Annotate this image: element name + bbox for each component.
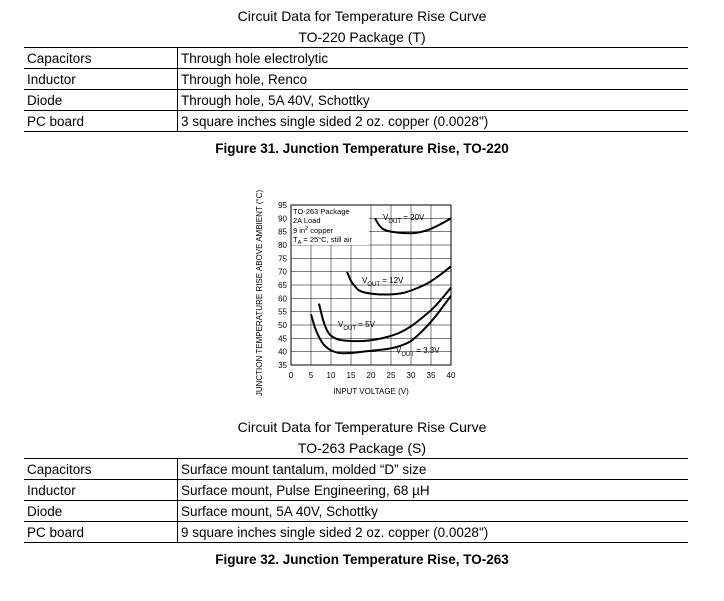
- y-tick-label: 70: [278, 267, 287, 277]
- row-value: 3 square inches single sided 2 oz. copper (0.0028"): [178, 111, 689, 132]
- row-value: Through hole, 5A 40V, Schottky: [178, 90, 689, 111]
- row-label: Inductor: [24, 69, 178, 90]
- y-tick-label: 80: [278, 241, 287, 250]
- row-value: Surface mount, 5A 40V, Schottky: [178, 501, 689, 522]
- table-1-title: Circuit Data for Temperature Rise Curve: [237, 8, 487, 24]
- table-row: [24, 480, 688, 501]
- x-tick-label: 30: [406, 371, 416, 380]
- table-2-subtitle: TO-263 Package (S): [297, 440, 427, 456]
- x-tick-label: 5: [308, 371, 314, 380]
- x-axis-label: INPUT VOLTAGE (V): [333, 387, 409, 396]
- x-tick-label: 20: [366, 371, 376, 380]
- row-value: Surface mount, Pulse Engineering, 68 µH: [178, 480, 689, 501]
- annotation-line: TO-263 Package: [293, 207, 350, 216]
- y-tick-label: 60: [278, 294, 287, 304]
- row-label: Inductor: [24, 480, 178, 501]
- circuit-data-table-2: [24, 458, 688, 543]
- y-tick-label: 55: [278, 307, 287, 317]
- y-tick-label: 40: [278, 347, 287, 357]
- table-row: [24, 90, 688, 111]
- row-label: Diode: [24, 90, 178, 111]
- y-tick-label: 85: [278, 227, 287, 237]
- row-label: Diode: [24, 501, 178, 522]
- series-label-2: $V_{OUT} = 5V$: [338, 320, 375, 332]
- table-1-subtitle: TO-220 Package (T): [298, 29, 426, 45]
- row-label: PC board: [24, 522, 178, 543]
- table-row: [24, 48, 688, 69]
- annotation-line: 9 $in^2$ copper: [293, 226, 334, 235]
- y-tick-label: 95: [278, 201, 287, 210]
- y-tick-label: 65: [278, 281, 287, 290]
- y-tick-label: 50: [278, 321, 287, 330]
- annotation-line: $T_A = 25^\circ C$, still air: [293, 235, 352, 246]
- row-value: 9 square inches single sided 2 oz. copper (0.0028"): [178, 522, 689, 543]
- table-row: [24, 459, 688, 480]
- row-label: PC board: [24, 111, 178, 132]
- figure-32-caption: Figure 32. Junction Temperature Rise, TO-263: [215, 552, 509, 567]
- x-tick-label: 0: [288, 371, 294, 380]
- series-label-0: $V_{OUT} = 20V$: [383, 213, 425, 225]
- x-tick-label: 40: [446, 371, 456, 380]
- row-label: Capacitors: [24, 459, 178, 480]
- table-row: [24, 501, 688, 522]
- row-value: Through hole, Renco: [178, 69, 689, 90]
- annotation-line: 2A Load: [293, 216, 321, 225]
- series-label-1: $V_{OUT} = 12V$: [362, 276, 404, 288]
- table-row: [24, 522, 688, 543]
- row-value: Through hole electrolytic: [178, 48, 689, 69]
- row-value: Surface mount tantalum, molded “D” size: [178, 459, 689, 480]
- row-label: Capacitors: [24, 48, 178, 69]
- y-tick-label: 35: [278, 361, 287, 370]
- x-tick-label: 25: [386, 371, 396, 380]
- series-line-3: [311, 296, 451, 354]
- x-tick-label: 35: [426, 371, 436, 380]
- y-tick-label: 90: [278, 214, 287, 224]
- y-tick-label: 75: [278, 254, 287, 264]
- figure-31-caption: Figure 31. Junction Temperature Rise, TO-220: [215, 141, 509, 156]
- temperature-rise-chart: [250, 170, 475, 400]
- series-label-3: $V_{OUT} = 3.3V$: [396, 346, 440, 358]
- table-row: [24, 69, 688, 90]
- table-row: [24, 111, 688, 132]
- circuit-data-table-1: [24, 47, 688, 132]
- y-axis-label: JUNCTION TEMPERATURE RISE ABOVE AMBIENT (°C): [255, 189, 264, 397]
- table-2-title: Circuit Data for Temperature Rise Curve: [237, 419, 487, 435]
- x-tick-label: 10: [326, 371, 336, 380]
- x-tick-label: 15: [346, 371, 356, 380]
- y-tick-label: 45: [278, 334, 287, 344]
